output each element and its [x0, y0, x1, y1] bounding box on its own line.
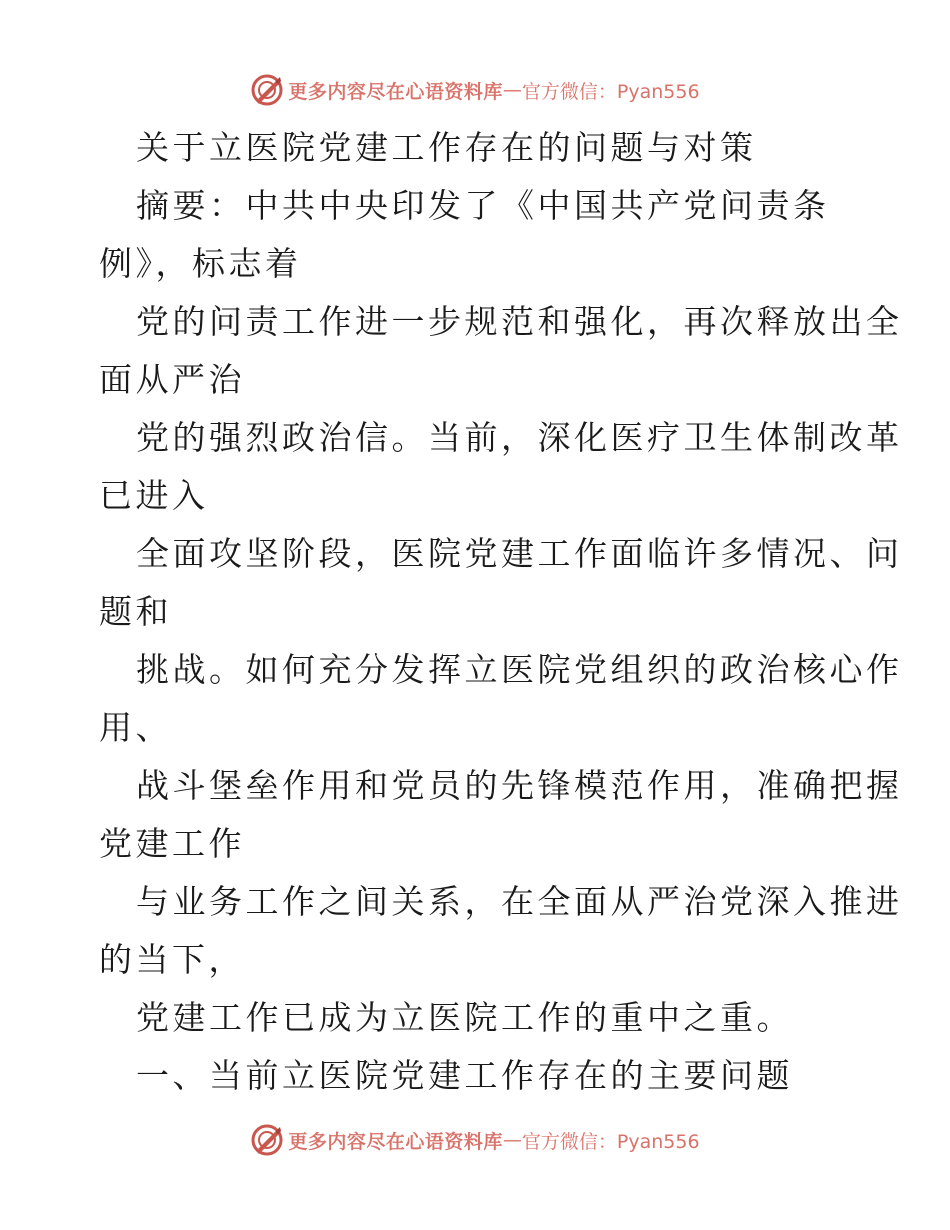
header-watermark [0, 70, 950, 110]
body-line: 党的问责工作进一步规范和强化，再次释放出全 [136, 302, 903, 341]
body-line: 的当下， [99, 940, 245, 979]
body-line: 题和 [99, 592, 172, 631]
body-line: 用、 [99, 708, 172, 747]
body-line: 党建工作已成为立医院工作的重中之重。 [136, 998, 793, 1037]
body-line: 全面攻坚阶段，医院党建工作面临许多情况、问 [136, 534, 903, 573]
watermark-dash: — [502, 1129, 522, 1151]
body-line: 挑战。如何充分发挥立医院党组织的政治核心作 [136, 650, 903, 689]
body-line: 面从严治 [99, 360, 245, 399]
body-line: 摘要：中共中央印发了《中国共产党问责条 [136, 186, 830, 225]
body-line: 党建工作 [99, 824, 245, 863]
body-line: 已进入 [99, 476, 209, 515]
watermark-suffix: 官方微信：Pyan556 [521, 1130, 700, 1153]
watermark-text: 更多内容尽在心语资料库 [288, 80, 503, 103]
document-title: 关于立医院党建工作存在的问题与对策 [136, 128, 757, 167]
body-line: 战斗堡垒作用和党员的先锋模范作用，准确把握 [136, 766, 903, 805]
brand-logo-icon [250, 1123, 284, 1157]
watermark-suffix: 官方微信：Pyan556 [521, 80, 700, 103]
watermark-text: 更多内容尽在心语资料库 [288, 1130, 503, 1153]
footer-watermark [0, 1120, 950, 1160]
body-line: 党的强烈政治信。当前，深化医疗卫生体制改革 [136, 418, 903, 457]
brand-logo-icon [250, 73, 284, 107]
section-heading: 一、当前立医院党建工作存在的主要问题 [136, 1056, 793, 1095]
watermark-dash: — [502, 79, 522, 101]
body-line: 与业务工作之间关系，在全面从严治党深入推进 [136, 882, 903, 921]
body-line: 例》，标志着 [99, 244, 302, 283]
